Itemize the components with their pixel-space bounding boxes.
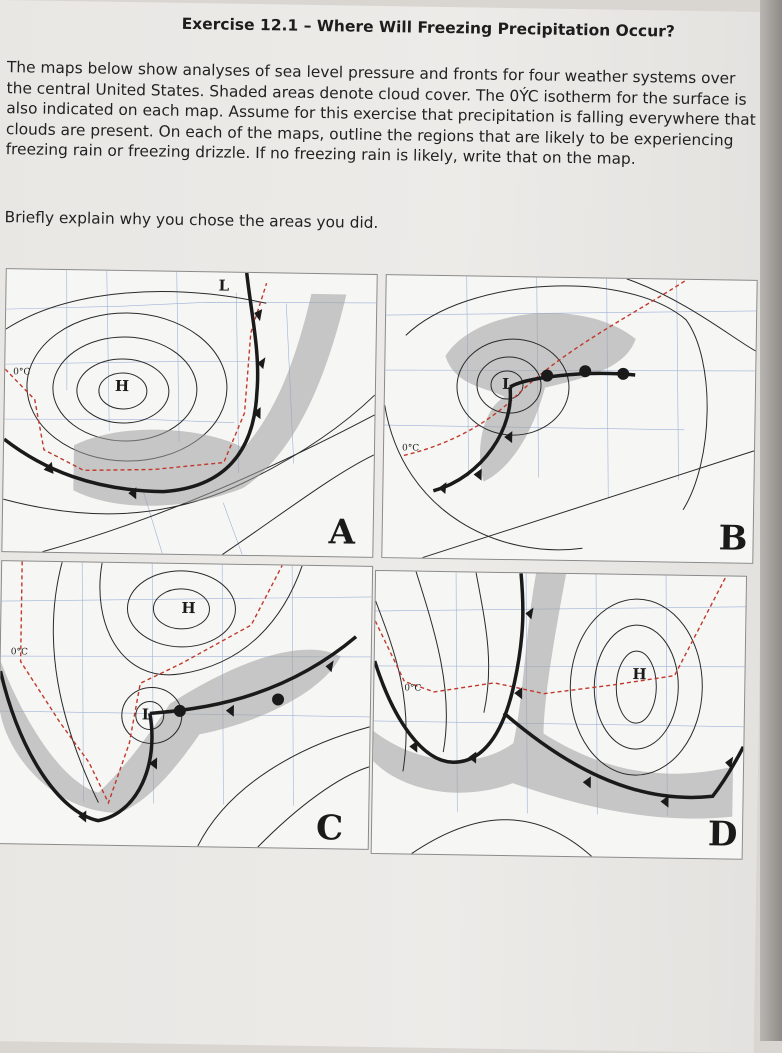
map-c-high-label: H (181, 598, 196, 618)
map-d-graphic (372, 571, 746, 859)
map-d-letter: D (707, 814, 738, 855)
map-c[interactable] (0, 560, 373, 850)
map-d-isotherm-label: 0°C (404, 683, 422, 694)
map-b[interactable] (381, 274, 757, 564)
map-a-graphic (2, 269, 376, 557)
map-a-high-label: H (114, 376, 130, 396)
map-a-isotherm-label: 0°C (13, 367, 31, 378)
map-a-low-label: L (218, 276, 230, 295)
map-c-isotherm-label: 0°C (10, 647, 28, 658)
map-c-low-label: L (141, 705, 153, 724)
map-b-letter: B (718, 518, 748, 559)
map-a-letter: A (328, 512, 356, 553)
map-a[interactable] (1, 268, 377, 558)
explanation-prompt: Briefly explain why you chose the areas you did. (4, 208, 379, 232)
map-b-low-label: L (501, 374, 513, 394)
exercise-title: Exercise 12.1 – Where Will Freezing Precipitation Occur? (181, 14, 675, 41)
map-c-letter: C (315, 808, 344, 849)
map-b-graphic (382, 275, 756, 563)
map-d-high-label: H (632, 665, 647, 684)
map-d[interactable] (371, 570, 747, 860)
map-b-isotherm-label: 0°C (401, 443, 420, 454)
instructions-paragraph: The maps below show analyses of sea level pressure and fronts for four weather systems over the central United States. Shaded areas denote cloud cover. The 0ÝC isotherm for the surface is also indicated on each map. Assume for this exercise that precipitation is falling everywhere that clouds are present. On each of the maps, outline the regions that are likely to be experiencing freezing rain or freezing drizzle. If no freezing rain is likely, write that on the map. (5, 58, 756, 169)
binder-edge (760, 0, 782, 1041)
